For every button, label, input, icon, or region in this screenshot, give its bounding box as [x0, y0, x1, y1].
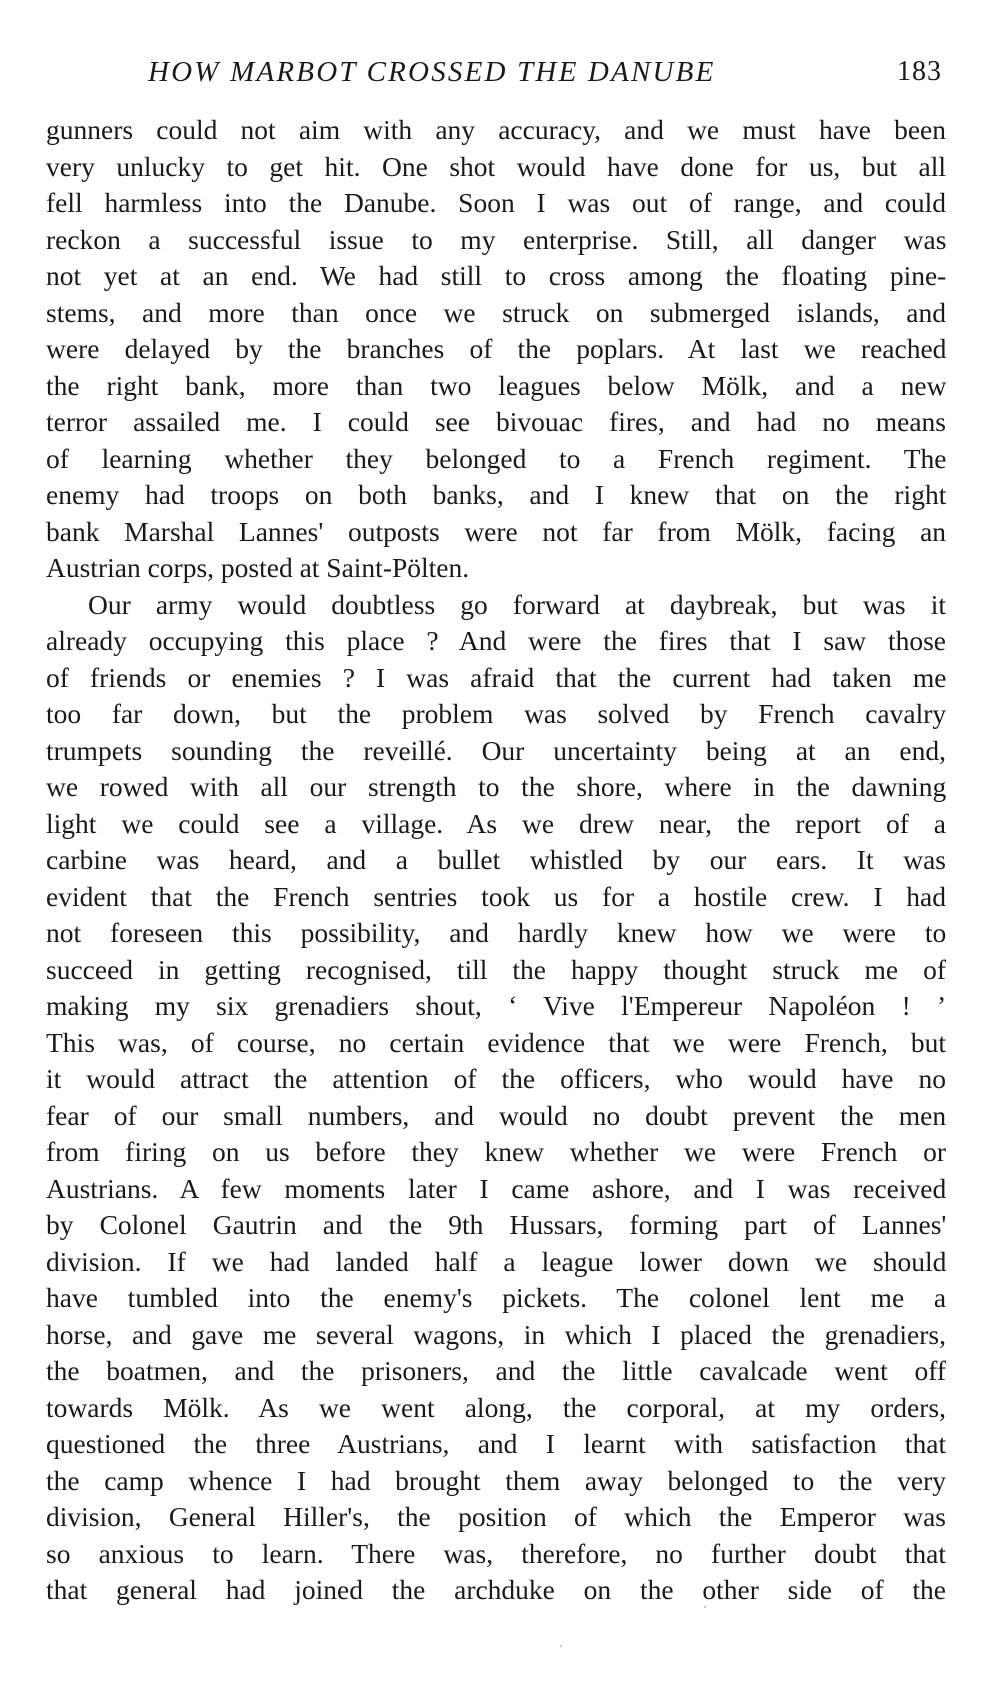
text-line: we rowed with all our strength to the shore, where in the dawning: [46, 771, 947, 802]
text-line: reckon a successful issue to my enterprise. Still, all danger was: [46, 223, 947, 255]
text-line: trumpets sounding the reveillé. Our uncertainty being at an end,: [46, 734, 946, 766]
text-line: horse, and gave me several wagons, in which I placed the grenadiers,: [46, 1318, 946, 1350]
paragraph: [46, 587, 946, 1609]
text-line: terror assailed me. I could see bivouac fires, and had no means: [46, 406, 946, 437]
text-line: not yet at an end. We had still to cross among the floating pine-: [46, 260, 947, 291]
text-line: have tumbled into the enemy's pickets. The colonel lent me a: [46, 1282, 947, 1313]
text-line: it would attract the attention of the officers, who would have no: [46, 1063, 946, 1094]
text-line: division. If we had landed half a league lower down we should: [46, 1245, 947, 1277]
text-line: This was, of course, no certain evidence that we were French, but: [46, 1026, 946, 1058]
text-line: so anxious to learn. There was, therefore, no further doubt that: [46, 1537, 946, 1569]
text-line: the camp whence I had brought them away belonged to the very: [46, 1464, 946, 1496]
text-line: by Colonel Gautrin and the 9th Hussars, forming part of Lannes': [46, 1209, 947, 1240]
text-line: enemy had troops on both banks, and I knew that on the right: [46, 479, 947, 510]
page-number: 183: [897, 56, 942, 87]
text-line: making my six grenadiers shout, ‘ Vive l'Empereur Napoléon ! ’: [46, 990, 947, 1021]
text-line: questioned the three Austrians, and I learnt with satisfaction that: [46, 1428, 947, 1459]
text-line: already occupying this place ? And were the fires that I saw those: [46, 625, 946, 656]
text-line: Our army would doubtless go forward at daybreak, but was it: [88, 588, 946, 620]
print-speck: [704, 1606, 706, 1608]
text-line: were delayed by the branches of the poplars. At last we reached: [46, 333, 947, 364]
text-line: succeed in getting recognised, till the happy thought struck me of: [46, 953, 946, 985]
text-line: towards Mölk. As we went along, the corporal, at my orders,: [46, 1391, 946, 1423]
text-line: Austrian corps, posted at Saint-Pölten.: [46, 552, 470, 583]
text-line: the boatmen, and the prisoners, and the little cavalcade went off: [46, 1355, 947, 1386]
text-line: that general had joined the archduke on the other side of the: [46, 1574, 947, 1605]
text-line: bank Marshal Lannes' outposts were not far from Mölk, facing an: [46, 515, 947, 547]
text-line: too far down, but the problem was solved by French cavalry: [46, 698, 947, 729]
running-title: HOW MARBOT CROSSED THE DANUBE: [148, 56, 716, 88]
text-line: very unlucky to get hit. One shot would have done for us, but all: [46, 150, 946, 182]
text-line: stems, and more than once we struck on submerged islands, and: [46, 296, 946, 328]
text-line: the right bank, more than two leagues below Mölk, and a new: [46, 369, 947, 401]
text-line: evident that the French sentries took us for a hostile crew. I had: [46, 880, 947, 912]
text-line: from firing on us before they knew whether we were French or: [46, 1136, 946, 1167]
text-line: not foreseen this possibility, and hardly knew how we were to: [46, 917, 947, 948]
text-line: fear of our small numbers, and would no doubt prevent the men: [46, 1099, 947, 1131]
text-line: carbine was heard, and a bullet whistled by our ears. It was: [46, 844, 946, 875]
text-line: gunners could not aim with any accuracy, and we must have been: [46, 114, 946, 145]
text-line: division, General Hiller's, the position of which the Emperor was: [46, 1501, 946, 1532]
text-line: fell harmless into the Danube. Soon I was out of range, and could: [46, 187, 946, 218]
print-speck: [560, 1645, 562, 1647]
running-head: [52, 56, 942, 96]
text-line: light we could see a village. As we drew near, the report of a: [46, 807, 946, 839]
text-line: Austrians. A few moments later I came ashore, and I was received: [46, 1172, 947, 1204]
text-line: of friends or enemies ? I was afraid that the current had taken me: [46, 661, 947, 693]
paragraph: [46, 112, 946, 587]
body-text: [46, 112, 946, 1609]
text-line: of learning whether they belonged to a French regiment. The: [46, 442, 947, 474]
